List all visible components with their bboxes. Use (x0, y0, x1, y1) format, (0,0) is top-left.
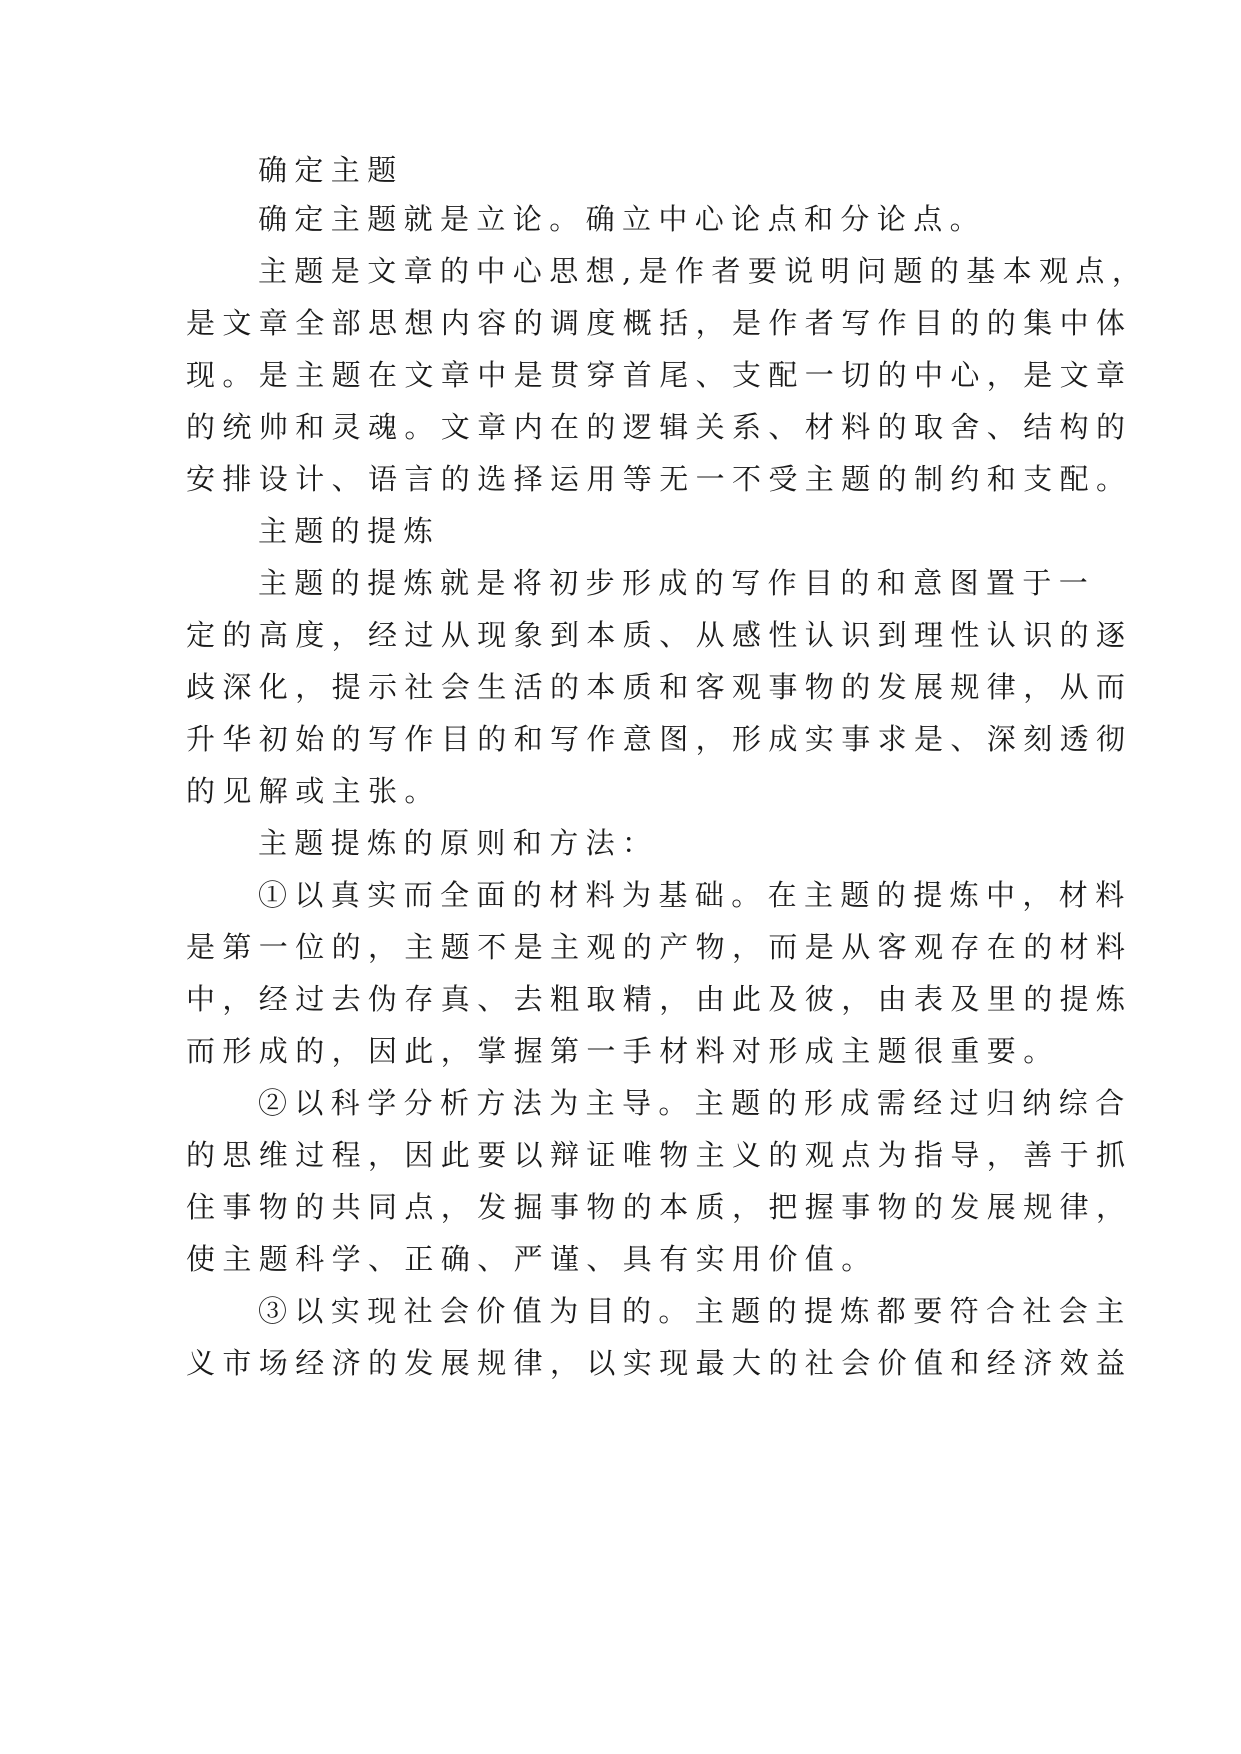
list-item-line: ③以实现社会价值为目的。主题的提炼都要符合社会主 (258, 1294, 1132, 1328)
paragraph-line: 的见解或主张。 (186, 774, 441, 808)
heading-determine-theme: 确定主题 (258, 153, 404, 187)
list-item-line: ②以科学分析方法为主导。主题的形成需经过归纳综合 (258, 1086, 1132, 1120)
list-item-line: ①以真实而全面的材料为基础。在主题的提炼中，材料 (258, 878, 1132, 912)
paragraph-line: 确定主题就是立论。确立中心论点和分论点。 (258, 202, 987, 236)
list-item-line: 而形成的，因此，掌握第一手材料对形成主题很重要。 (186, 1034, 1060, 1068)
list-item-line: 是第一位的，主题不是主观的产物，而是从客观存在的材料 (186, 930, 1133, 964)
paragraph-line: 主题的提炼就是将初步形成的写作目的和意图置于一 (258, 566, 1096, 600)
paragraph-line: 现。是主题在文章中是贯穿首尾、支配一切的中心，是文章 (186, 358, 1133, 392)
paragraph-line: 安排设计、语言的选择运用等无一不受主题的制约和支配。 (186, 462, 1133, 496)
heading-theme-refinement: 主题的提炼 (258, 514, 441, 548)
paragraph-line: 是文章全部思想内容的调度概括，是作者写作目的的集中体 (186, 306, 1133, 340)
paragraph-line: 的统帅和灵魂。文章内在的逻辑关系、材料的取舍、结构的 (186, 410, 1133, 444)
list-item-line: 住事物的共同点，发掘事物的本质，把握事物的发展规律， (186, 1190, 1133, 1224)
paragraph-line: 歧深化，提示社会生活的本质和客观事物的发展规律，从而 (186, 670, 1133, 704)
list-item-line: 义市场经济的发展规律，以实现最大的社会价值和经济效益 (186, 1346, 1133, 1380)
paragraph-line: 主题是文章的中心思想,是作者要说明问题的基本观点， (258, 254, 1149, 288)
paragraph-line: 升华初始的写作目的和写作意图，形成实事求是、深刻透彻 (186, 722, 1133, 756)
heading-principles-methods: 主题提炼的原则和方法： (258, 826, 659, 860)
paragraph-line: 定的高度，经过从现象到本质、从感性认识到理性认识的逐 (186, 618, 1133, 652)
list-item-line: 使主题科学、正确、严谨、具有实用价值。 (186, 1242, 878, 1276)
list-item-line: 中，经过去伪存真、去粗取精，由此及彼，由表及里的提炼 (186, 982, 1133, 1016)
list-item-line: 的思维过程，因此要以辩证唯物主义的观点为指导，善于抓 (186, 1138, 1133, 1172)
